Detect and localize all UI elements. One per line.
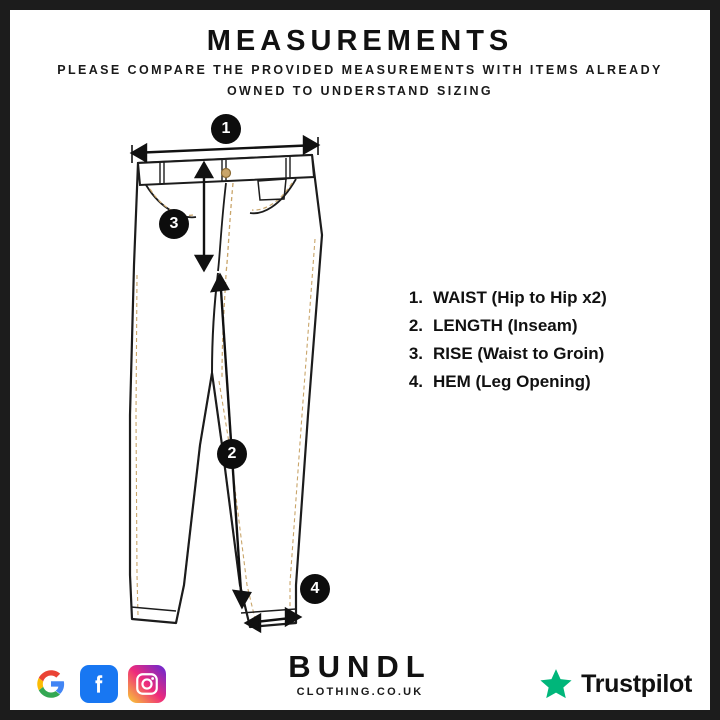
legend-item-length — [395, 316, 695, 336]
legend-number: 1. — [408, 288, 423, 307]
legend-item-hem — [395, 372, 695, 392]
page-subtitle: PLEASE COMPARE THE PROVIDED MEASUREMENTS WITH ITEMS ALREADY OWNED TO UNDERSTAND SIZING — [57, 63, 663, 98]
legend-label: LENGTH (Inseam) — [433, 316, 578, 335]
brand-logo — [225, 650, 495, 698]
trustpilot-label: Trustpilot — [581, 669, 692, 698]
callout-badge-3: 3 — [159, 209, 189, 239]
legend-label: HEM (Leg Opening) — [433, 372, 591, 391]
jeans-diagram — [100, 115, 400, 635]
legend-item-waist — [395, 288, 695, 308]
page-title: MEASUREMENTS — [206, 25, 514, 57]
instagram-icon[interactable] — [128, 665, 166, 703]
trustpilot-badge[interactable] — [539, 667, 692, 701]
legend-number: 4. — [408, 372, 423, 391]
brand-name: BUNDL — [288, 649, 432, 684]
measurement-legend — [395, 288, 695, 400]
infographic-canvas — [10, 10, 710, 710]
legend-number: 2. — [408, 316, 423, 335]
facebook-icon[interactable] — [80, 665, 118, 703]
button-detail — [222, 169, 231, 178]
social-links — [32, 665, 166, 703]
jeans-technical-drawing — [100, 115, 400, 635]
brand-domain: CLOTHING.CO.UK — [296, 686, 424, 698]
legend-label: WAIST (Hip to Hip x2) — [433, 288, 607, 307]
callout-badge-2: 2 — [217, 439, 247, 469]
legend-number: 3. — [408, 344, 423, 363]
callout-badge-1: 1 — [211, 114, 241, 144]
legend-label: RISE (Waist to Groin) — [433, 344, 605, 363]
google-icon[interactable] — [32, 665, 70, 703]
callout-badge-4: 4 — [300, 574, 330, 604]
star-icon — [539, 667, 573, 701]
legend-item-rise — [395, 344, 695, 364]
